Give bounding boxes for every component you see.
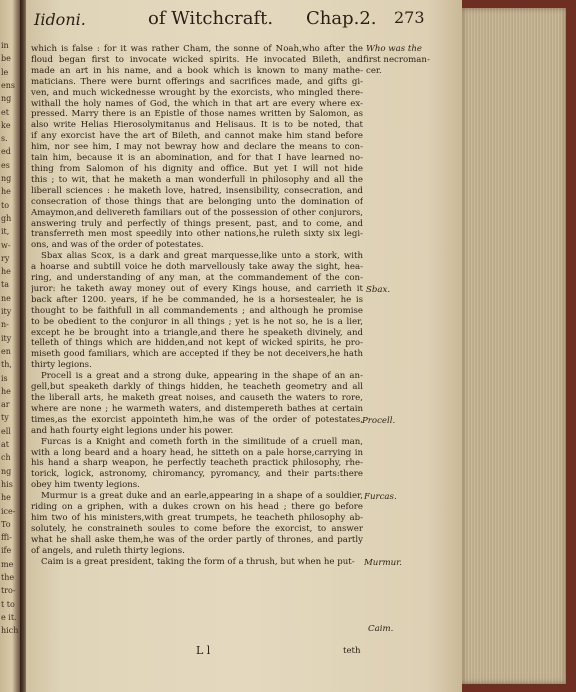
- side-note-caim: Caim.: [368, 624, 394, 634]
- text-line: thing from Salomon of his dignity and office. But yet I will not hide: [31, 163, 363, 174]
- book-cover-board: [566, 0, 576, 692]
- text-line: Sbax alias Scox, is a dark and great marquesse,like unto a stork, with: [41, 251, 363, 262]
- prev-page-fragment: ice-: [1, 506, 16, 516]
- text-line: back after 1200. years, if he be commanded, he is a horsestealer, he is: [31, 294, 363, 305]
- prev-page-fragment: ta: [1, 280, 9, 290]
- text-line: and hath fourty eight legions under his power.: [31, 425, 234, 436]
- text-line: answering truly and perfectly of things present, past, and to come, and: [31, 218, 363, 229]
- text-line: ven, and much wickednesse wrought by the exorcists, who mingled there-: [31, 87, 363, 98]
- text-line: floud began first to invocate wicked spirits. He invocated Bileth, and: [31, 54, 363, 65]
- text-line: a hoarse and subtill voice he doth marvellously take away the sight, hea-: [31, 262, 363, 273]
- text-line: him two of his ministers,with great trumpets, he teacheth philosophy ab-: [31, 512, 363, 523]
- header-title: of Witchcraft.: [148, 8, 274, 29]
- prev-page-fragment: at: [1, 440, 9, 449]
- side-note-sbax: Sbax.: [366, 285, 391, 295]
- prev-page-fragment: ke: [1, 120, 11, 130]
- text-line: Amaymon,and delivereth familiars out of the possession of other conjurors,: [31, 207, 363, 218]
- text-line: transferreth men most speedily into other nations,he ruleth sixty six legi-: [31, 229, 363, 240]
- text-line: obey him twenty legions.: [31, 480, 140, 491]
- text-line: solutely, he constraineth soules to come before the exorcist, to answer: [31, 523, 363, 534]
- text-line: pressed. Marry there is an Epistle of those names written by Salomon, as: [31, 109, 363, 120]
- text-line: torick, logick, astronomy, chiromancy, pyromancy, and their parts:there: [31, 469, 363, 480]
- text-line: Caim is a great president, taking the form of a thrush, but when he put-: [41, 556, 355, 567]
- text-line: miseth good familiars, which are accepted if they be not deceivers,he hath: [31, 349, 363, 360]
- prev-page-fragment: ng: [1, 94, 12, 104]
- text-line: his hand a sharp weapon, he perfectly teacheth practick philosophy, rhe-: [31, 458, 363, 469]
- text-line: riding on a griphen, with a dukes crown on his head ; there go before: [31, 502, 363, 513]
- prev-page-fragment: be: [1, 54, 11, 64]
- prev-page-fragment: t to: [1, 599, 15, 609]
- prev-page-fragment: to: [1, 200, 10, 210]
- text-line: the liberall arts, he maketh great noises, and causeth the waters to rore,: [31, 393, 363, 403]
- text-line: juror: he taketh away money out of every Kings house, and carrieth it: [31, 283, 363, 294]
- side-note-procell: Procell.: [362, 416, 396, 426]
- text-line: liberall sciences : he maketh love, hatred, insensibility, consecration, and: [31, 185, 363, 196]
- prev-page-fragment: ffi-: [1, 533, 12, 543]
- signature-mark: L l: [196, 644, 211, 657]
- text-line: telleth of things which are hidden,and not kept of wicked spirits, he pro-: [31, 338, 363, 349]
- text-line: maticians. There were burnt offerings and sacrifices made, and gifts gi-: [31, 76, 363, 87]
- text-line: thirty legions.: [31, 360, 92, 371]
- prev-page-fragment: he: [1, 386, 11, 396]
- prev-page-fragment: he: [1, 187, 11, 197]
- prev-page-fragment: ch: [1, 453, 11, 463]
- prev-page-fragment: ty: [1, 413, 9, 423]
- side-note-first: first necroman-: [363, 55, 430, 65]
- text-line: Murmur is a great duke and an earle,appearing in a shape of a souldier,: [41, 491, 363, 502]
- text-line: consecration of those things that are belonging unto the domination of: [31, 196, 363, 207]
- prev-page-fragment: he: [1, 493, 11, 503]
- text-line: Procell is a great and a strong duke, appearing in the shape of an an-: [41, 371, 363, 382]
- prev-page-fragment: en: [1, 346, 11, 356]
- prev-page-fragment: ell: [1, 426, 11, 436]
- prev-page-fragment: ar: [1, 400, 10, 410]
- side-note-murmur: Murmur.: [364, 558, 403, 568]
- text-line: also write Helias Hierosolymitanus and Helisaus. It is to be noted, that: [31, 120, 363, 131]
- prev-page-fragment: ry: [1, 253, 10, 263]
- side-note-cer: cer.: [366, 66, 382, 76]
- text-line: except he be brought into a triangle,and there he speaketh divinely, and: [31, 327, 363, 338]
- text-line: ons, and was of the order of potestates.: [31, 240, 204, 251]
- prev-page-fragment: is: [1, 373, 8, 383]
- prev-page-fragment: ity: [1, 333, 12, 343]
- header-left: Iidoni.: [34, 10, 86, 29]
- text-line: this ; to wit, that he maketh a man wonderfull in philosophy and all the: [31, 174, 363, 185]
- prev-page-fragment: ed: [1, 147, 11, 157]
- prev-page-fragment: es: [1, 160, 10, 170]
- prev-page-fragment: To: [1, 519, 11, 529]
- text-line: of angels, and ruleth thirty legions.: [31, 545, 185, 556]
- prev-page-fragment: ity: [1, 307, 12, 316]
- text-line: where are none ; he warmeth waters, and distempereth bathes at certain: [31, 403, 363, 414]
- page-number: 273: [394, 8, 425, 27]
- prev-page-fragment: n-: [1, 320, 9, 330]
- prev-page-fragment: he: [1, 267, 11, 277]
- prev-page-fragment: ne: [1, 293, 11, 303]
- prev-page-fragment: et: [1, 107, 9, 117]
- prev-page-fragment: e it.: [1, 612, 17, 622]
- prev-page-fragment: me: [1, 559, 14, 569]
- previous-page-edge: [0, 0, 20, 692]
- prev-page-fragment: his: [1, 479, 13, 489]
- prev-page-fragment: le: [1, 67, 9, 77]
- text-line: if any exorcist have the art of Bileth, and cannot make him stand before: [31, 131, 363, 142]
- page-edges: [462, 8, 566, 684]
- prev-page-fragment: ng: [1, 174, 12, 183]
- text-line: him, nor see him, I may not bewray how and declare the means to con-: [31, 142, 363, 153]
- prev-page-fragment: ens: [1, 80, 15, 90]
- prev-page-fragment: s.: [1, 134, 8, 144]
- book-cover-bottom: [462, 684, 576, 692]
- prev-page-fragment: it,: [1, 227, 10, 237]
- running-header: [34, 8, 434, 34]
- prev-page-fragment: the: [1, 573, 15, 582]
- text-line: made an art in his name, and a book which is known to many mathe-: [31, 65, 363, 76]
- prev-page-fragment: tro-: [1, 586, 16, 596]
- prev-page-fragment: in: [1, 41, 9, 50]
- text-line: with a long beard and a hoary head, he sitteth on a pale horse,carrying in: [31, 447, 363, 458]
- header-chapter: Chap.2.: [306, 8, 377, 29]
- text-line: thought to be faithfull in all commandements ; and although he promise: [31, 305, 363, 316]
- prev-page-fragment: ng: [1, 466, 12, 476]
- text-line: times,as the exorcist appointeth him,he was of the order of potestates,: [31, 414, 363, 425]
- side-note-who: Who was the: [366, 44, 422, 54]
- text-line: to be obedient to the conjuror in all things ; yet is he not so, he is a lier,: [31, 316, 363, 327]
- text-line: gell,but speaketh darkly of things hidden, he teacheth geometry and all: [31, 382, 363, 393]
- text-line: Furcas is a Knight and cometh forth in the similitude of a cruell man,: [41, 436, 363, 447]
- prev-page-fragment: th,: [1, 360, 12, 370]
- text-line: withall the holy names of God, the which in that art are every where ex-: [31, 98, 363, 109]
- text-line: tain him, because it is an abomination, and for that I have learned no-: [31, 153, 363, 164]
- text-line: what he shall aske them,he was of the order partly of thrones, and partly: [31, 534, 363, 545]
- text-line: which is false : for it was rather Cham, the sonne of Noah,who after the: [31, 44, 363, 54]
- prev-page-fragment: ife: [1, 546, 12, 556]
- prev-page-fragment: gh: [1, 213, 12, 223]
- body-text: [31, 44, 363, 568]
- text-line: ring, and understanding of any man, at the commandement of the con-: [31, 273, 363, 284]
- prev-page-fragment: w-: [1, 240, 11, 250]
- prev-page-fragment: hich: [1, 626, 19, 636]
- side-note-furcas: Furcas.: [364, 492, 397, 502]
- book-cover-top: [462, 0, 576, 8]
- catchword: teth: [343, 646, 361, 656]
